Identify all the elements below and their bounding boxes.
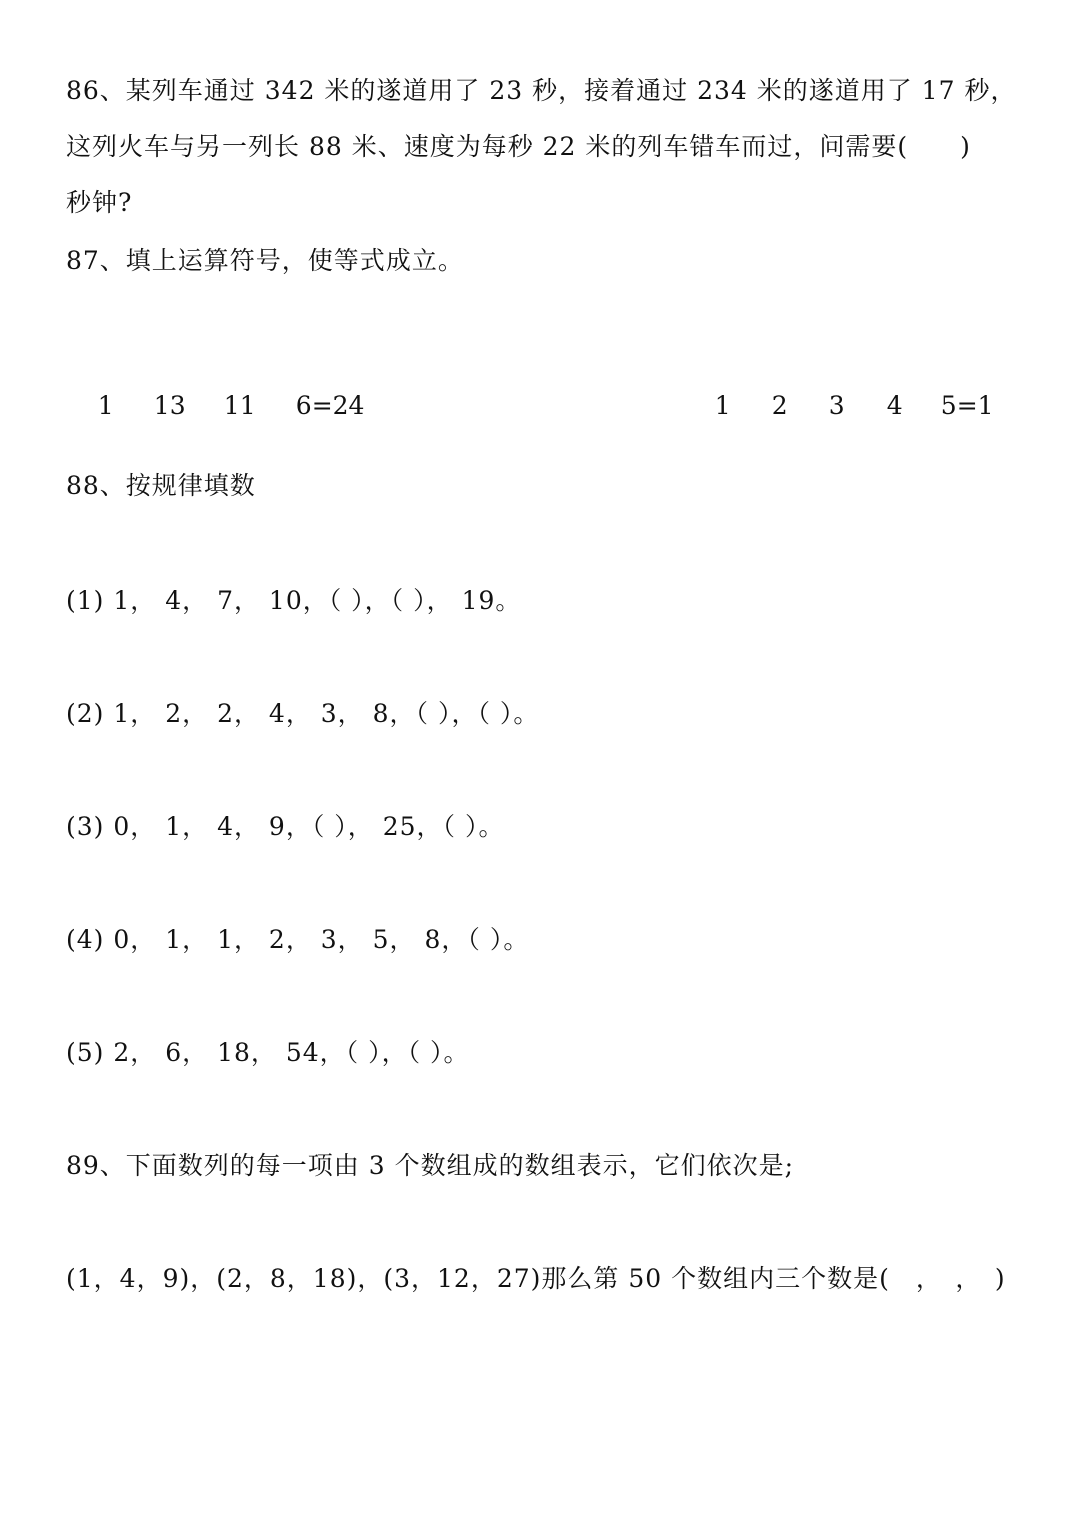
q88-item-3: (3) 0， 1， 4， 9，（ ）， 25，（ ）。 (66, 812, 505, 841)
q86-line-3: 秒钟? (66, 188, 133, 217)
q87-title: 87、填上运算符号，使等式成立。 (66, 246, 464, 275)
q87-eq2-term: 2 (771, 391, 788, 420)
q87-eq2-term: 5=1 (940, 391, 994, 420)
q89-line: (1，4，9)，(2，8，18)，(3，12，27)那么第 50 个数组内三个数是( ， ， ) (66, 1264, 1006, 1293)
q88-item-1: (1) 1， 4， 7， 10，（ ），（ ）， 19。 (66, 586, 522, 615)
q88-title: 88、按规律填数 (66, 471, 256, 500)
q87-eq1-term: 11 (223, 391, 256, 420)
q87-eq2-term: 1 (714, 391, 731, 420)
q88-item-2: (2) 1， 2， 2， 4， 3， 8，（ ），（ ）。 (66, 699, 540, 728)
q87-eq2-term: 4 (886, 391, 903, 420)
q87-equation-1 (66, 358, 364, 454)
q87-eq1-term: 1 (97, 391, 114, 420)
q88-item-5: (5) 2， 6， 18， 54，（ ），（ ）。 (66, 1038, 470, 1067)
q87-equation-2 (683, 358, 994, 454)
q86-line-1: 86、某列车通过 342 米的遂道用了 23 秒，接着通过 234 米的遂道用了 17 秒， (66, 76, 1017, 105)
q87-eq1-term: 13 (153, 391, 186, 420)
q89-title: 89、下面数列的每一项由 3 个数组成的数组表示，它们依次是; (66, 1151, 795, 1180)
q86-line-2: 这列火车与另一列长 88 米、速度为每秒 22 米的列车错车而过，问需要( ) (66, 132, 971, 161)
q88-item-4: (4) 0， 1， 1， 2， 3， 5， 8，（ ）。 (66, 925, 530, 954)
q87-eq2-term: 3 (828, 391, 845, 420)
q87-eq1-term: 6=24 (295, 391, 365, 420)
